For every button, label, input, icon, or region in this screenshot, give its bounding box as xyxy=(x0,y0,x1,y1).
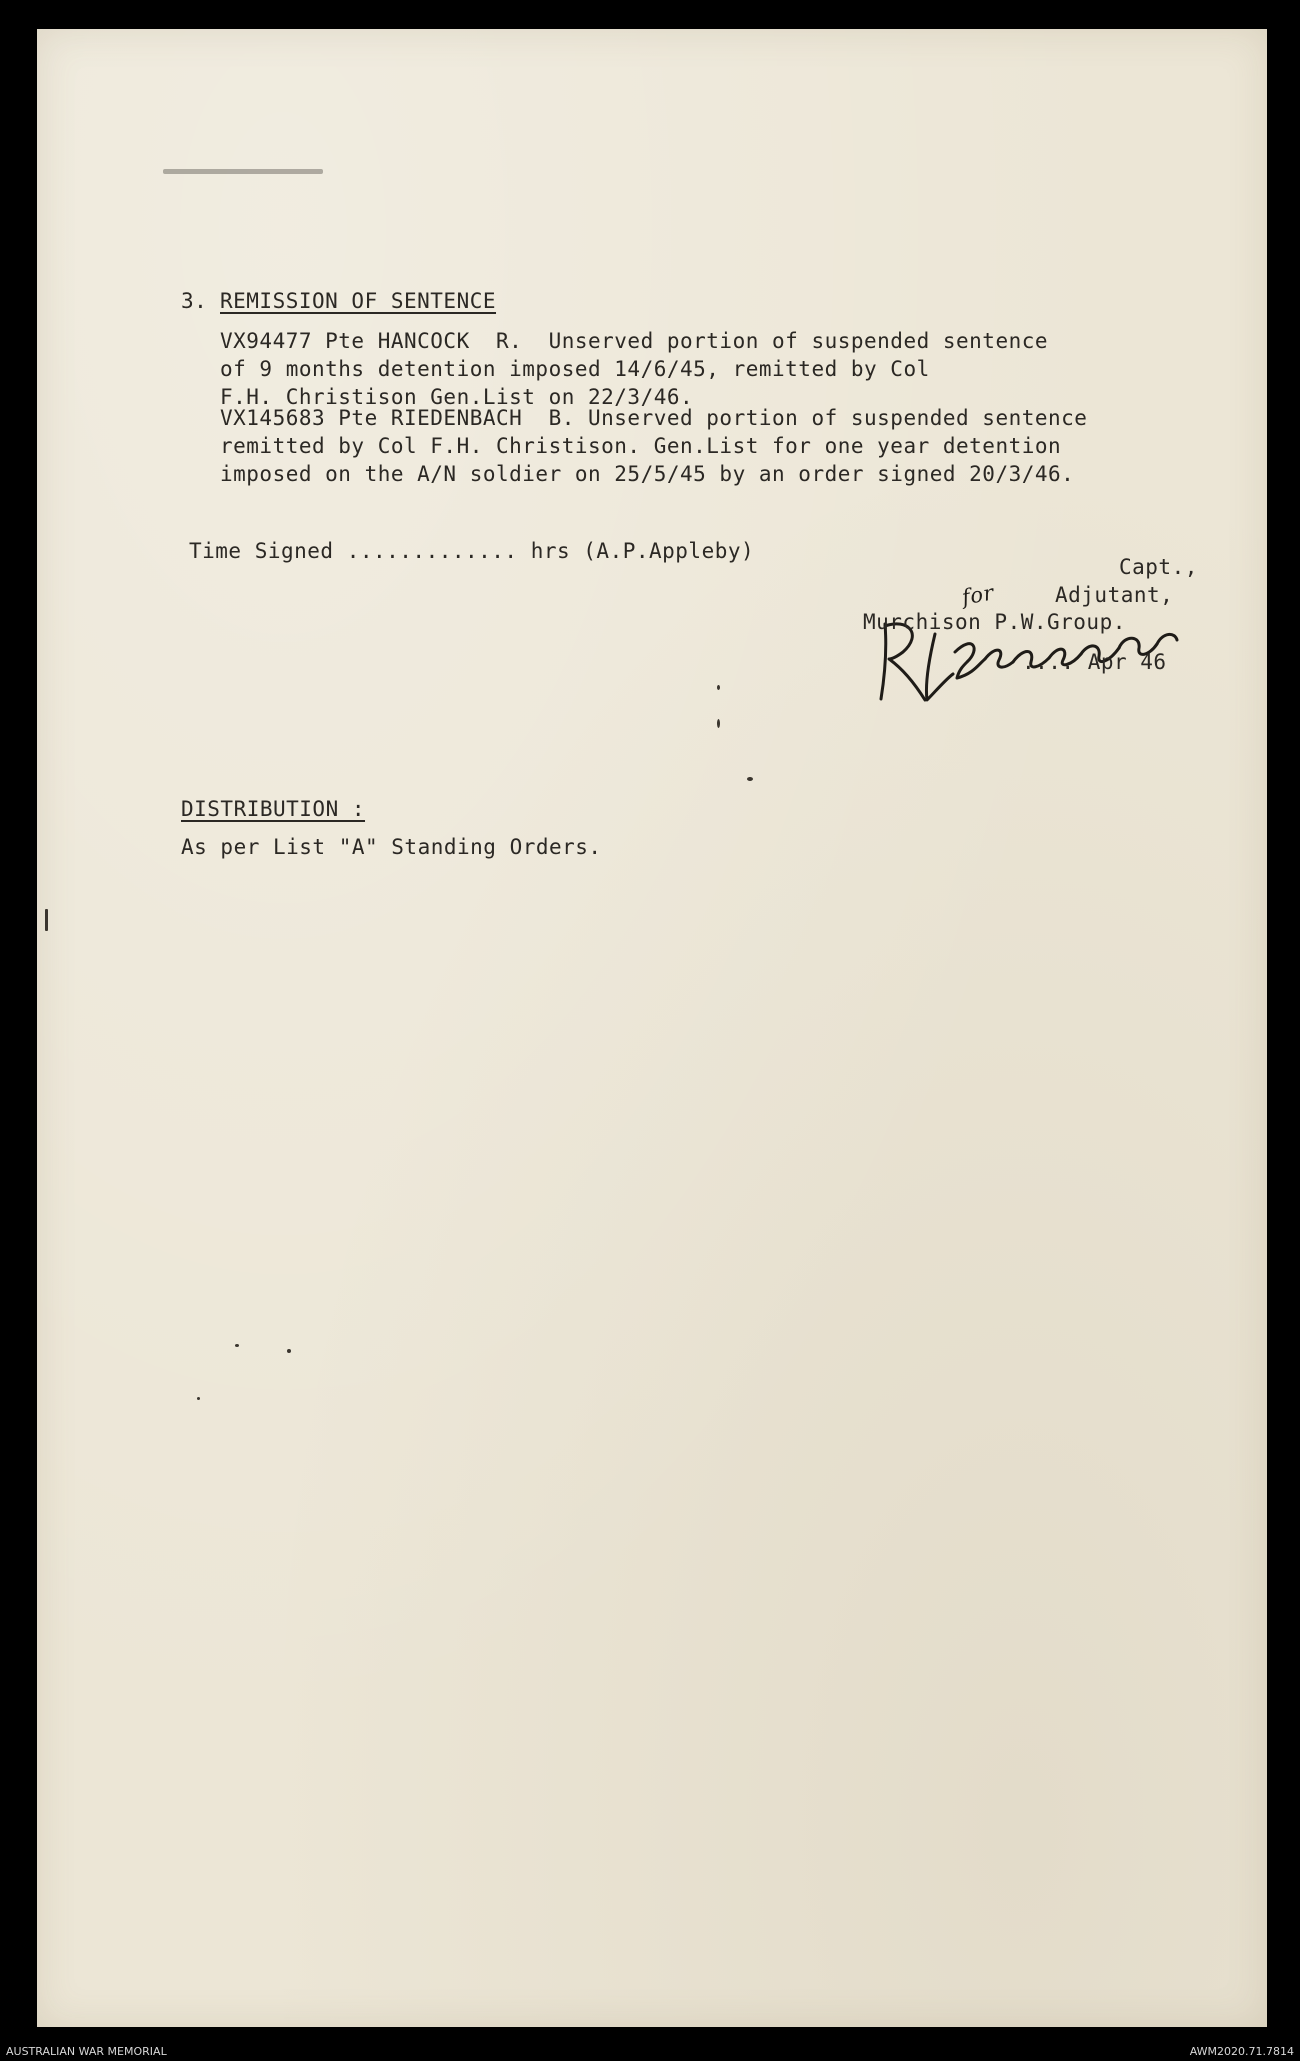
section-heading: REMISSION OF SENTENCE xyxy=(220,289,497,313)
document-date: .... Apr 46 xyxy=(1022,650,1167,674)
distribution-text: As per List "A" Standing Orders. xyxy=(181,835,602,859)
time-signed-line: Time Signed ............. hrs (A.P.Appleby) xyxy=(189,539,755,563)
distribution-heading: DISTRIBUTION : xyxy=(181,797,366,821)
entry-line: VX94477 Pte HANCOCK R. Unserved portion of suspended sentence xyxy=(220,329,1049,353)
ink-speck xyxy=(717,719,720,728)
document-page xyxy=(37,29,1267,2027)
ink-speck xyxy=(235,1344,239,1347)
entry-line: VX145683 Pte RIEDENBACH B. Unserved portion of suspended sentence xyxy=(220,406,1088,430)
entry-line: of 9 months detention imposed 14/6/45, remitted by Col xyxy=(220,357,930,381)
ink-smudge xyxy=(163,169,323,174)
ink-speck xyxy=(197,1397,200,1400)
signatory-rank: Capt., xyxy=(1119,555,1198,579)
entry-line: F.H. Christison Gen.List on 22/3/46. xyxy=(220,385,694,409)
entry-line: remitted by Col F.H. Christison. Gen.List for one year detention xyxy=(220,434,1062,458)
ink-speck xyxy=(287,1349,291,1353)
signatory-role: Adjutant, xyxy=(1055,583,1174,607)
archive-credit: AUSTRALIAN WAR MEMORIAL xyxy=(6,2045,167,2058)
for-handwritten: for xyxy=(960,580,996,610)
ink-speck xyxy=(747,777,753,781)
remission-entry-2 xyxy=(220,404,1087,488)
remission-entry-1 xyxy=(220,327,1048,411)
entry-line: imposed on the A/N soldier on 25/5/45 by an order signed 20/3/46. xyxy=(220,462,1075,486)
ink-speck xyxy=(717,685,720,690)
ink-mark xyxy=(45,909,48,931)
unit-name: Murchison P.W.Group. xyxy=(863,610,1126,634)
section-number: 3. xyxy=(181,289,208,313)
archive-accession-number: AWM2020.71.7814 xyxy=(1189,2045,1294,2058)
